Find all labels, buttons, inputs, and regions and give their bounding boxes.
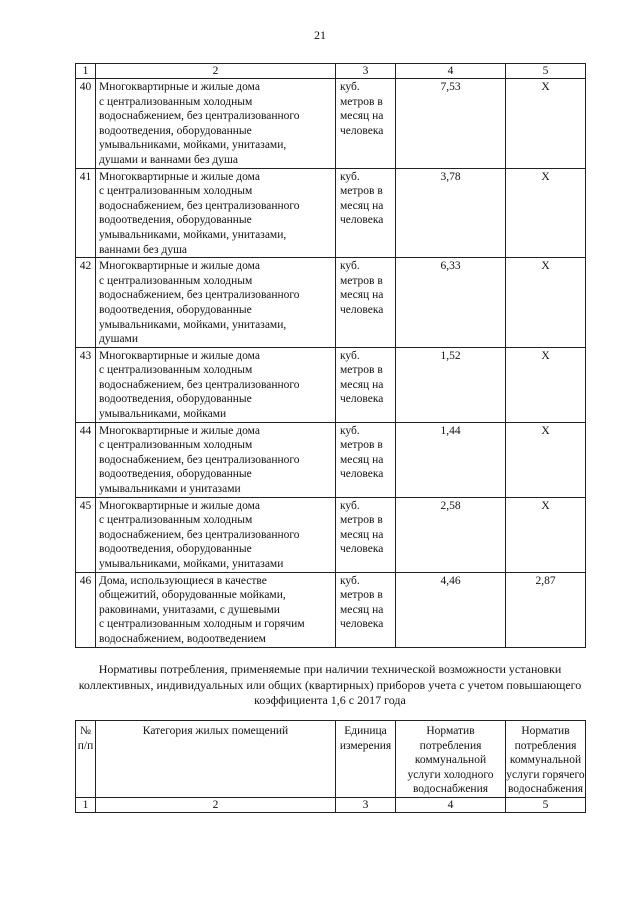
- caption-line: коллективных, индивидуальных или общих (квартирных) приборов учета с учетом повышающего: [78, 677, 582, 692]
- row-cold-water-norm: 1,52: [396, 347, 506, 422]
- column-number: 2: [96, 64, 336, 79]
- row-hot-water-norm: X: [506, 258, 586, 348]
- row-hot-water-norm: X: [506, 347, 586, 422]
- column-number-row: [76, 64, 586, 79]
- row-number: 46: [76, 572, 96, 647]
- row-unit: куб. метров в месяц на человека: [336, 497, 396, 572]
- row-number: 41: [76, 168, 96, 258]
- row-category: Многоквартирные и жилые дома с централизованным холодным водоснабжением, без централизованного водоотведения, оборудованные умывальниками, мойками, унитазами: [96, 497, 336, 572]
- column-number: 5: [506, 797, 586, 812]
- table-row: [76, 497, 586, 572]
- header-hot-water-norm: Норматив потребления коммунальной услуги горячего водоснабжения: [506, 721, 586, 798]
- row-number: 45: [76, 497, 96, 572]
- row-number: 42: [76, 258, 96, 348]
- table-row: [76, 422, 586, 497]
- table-row: [76, 572, 586, 647]
- row-number: 44: [76, 422, 96, 497]
- row-category: Многоквартирные и жилые дома с централизованным холодным водоснабжением, без централизованного водоотведения, оборудованные умывальниками и унитазами: [96, 422, 336, 497]
- row-unit: куб. метров в месяц на человека: [336, 79, 396, 169]
- row-category: Многоквартирные и жилые дома с централизованным холодным водоснабжением, без централизованного водоотведения, оборудованные умывальниками, мойками, унитазами, душами и ваннами без душа: [96, 79, 336, 169]
- header-num: № п/п: [76, 721, 96, 798]
- row-unit: куб. метров в месяц на человека: [336, 258, 396, 348]
- row-cold-water-norm: 3,78: [396, 168, 506, 258]
- column-number: 4: [396, 797, 506, 812]
- table-row: [76, 168, 586, 258]
- column-number: 5: [506, 64, 586, 79]
- caption-line: коэффициента 1,6 с 2017 года: [254, 693, 406, 707]
- row-hot-water-norm: 2,87: [506, 572, 586, 647]
- table-row: [76, 347, 586, 422]
- column-number: 2: [96, 797, 336, 812]
- row-hot-water-norm: X: [506, 79, 586, 169]
- header-cold-water-norm: Норматив потребления коммунальной услуги холодного водоснабжения: [396, 721, 506, 798]
- row-cold-water-norm: 4,46: [396, 572, 506, 647]
- column-number: 1: [76, 64, 96, 79]
- row-cold-water-norm: 2,58: [396, 497, 506, 572]
- row-unit: куб. метров в месяц на человека: [336, 422, 396, 497]
- row-category: Многоквартирные и жилые дома с централизованным холодным водоснабжением, без централизованного водоотведения, оборудованные умывальниками, мойками, унитазами, душами: [96, 258, 336, 348]
- header-category: Категория жилых помещений: [96, 721, 336, 798]
- row-hot-water-norm: X: [506, 168, 586, 258]
- page-number: 21: [314, 28, 326, 42]
- header-unit: Единица измерения: [336, 721, 396, 798]
- row-unit: куб. метров в месяц на человека: [336, 168, 396, 258]
- row-cold-water-norm: 1,44: [396, 422, 506, 497]
- column-number: 4: [396, 64, 506, 79]
- row-number: 43: [76, 347, 96, 422]
- column-number-row: [76, 797, 586, 812]
- row-cold-water-norm: 6,33: [396, 258, 506, 348]
- row-unit: куб. метров в месяц на человека: [336, 572, 396, 647]
- row-hot-water-norm: X: [506, 422, 586, 497]
- row-category: Дома, использующиеся в качестве общежитий, оборудованные мойками, раковинами, унитазами, с душевыми с централизованным холодным и горячим водоснабжением, водоотведением: [96, 572, 336, 647]
- section-caption: [60, 662, 600, 709]
- table-row: [76, 79, 586, 169]
- header-row: [76, 721, 586, 798]
- row-category: Многоквартирные и жилые дома с централизованным холодным водоснабжением, без централизованного водоотведения, оборудованные умывальниками, мойками: [96, 347, 336, 422]
- caption-line: Нормативы потребления, применяемые при наличии технической возможности установки: [98, 662, 562, 676]
- column-number: 1: [76, 797, 96, 812]
- row-hot-water-norm: X: [506, 497, 586, 572]
- column-number: 3: [336, 797, 396, 812]
- row-number: 40: [76, 79, 96, 169]
- norms-table-header: [75, 720, 586, 813]
- row-cold-water-norm: 7,53: [396, 79, 506, 169]
- row-category: Многоквартирные и жилые дома с централизованным холодным водоснабжением, без централизованного водоотведения, оборудованные умывальниками, мойками, унитазами, ваннами без душа: [96, 168, 336, 258]
- table-row: [76, 258, 586, 348]
- norms-table: [75, 63, 586, 648]
- row-unit: куб. метров в месяц на человека: [336, 347, 396, 422]
- column-number: 3: [336, 64, 396, 79]
